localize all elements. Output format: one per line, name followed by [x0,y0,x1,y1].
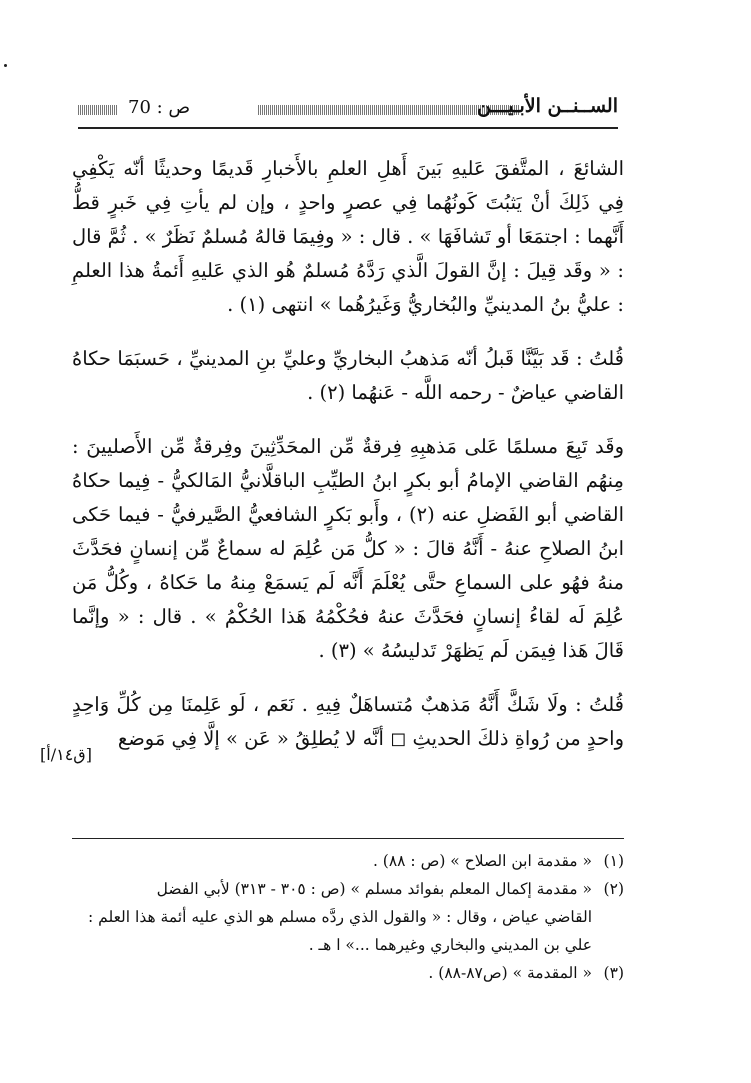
footnote-line: « مقدمة إكمال المعلم بفوائد مسلم » (ص : ٣٠٥ - ٣١٣) لأبي الفضل [156,880,592,898]
header-ornament-left [78,105,118,115]
paragraph: وقَد تَبِعَ مسلمًا عَلى مَذهبِهِ فِرقةٌ مِّن المحَدِّثِينَ وفِرقةٌ مِّن الأَصليينَ : مِنهُم القاضي الإمامُ أبو بكرٍ ابنُ الطيِّبِ الباقلَّانيُّ المَالكيُّ - فِيما حكاهُ القاضي أبو الفَضلِ عنه (٢) ، وأَبو بَكرٍ الشافعيُّ الصَّيرفيُّ - فيما حَكى ابنُ الصلاحِ عنهُ - أَنَّهُ قالَ : « كلُّ مَن عُلِمَ له سماعٌ مِّن إنسانٍ فحَدَّثَ منهُ فهُو على السماعِ حتَّى يُعْلَمَ أَنَّه لَم يَسمَعْ مِنهُ ما حَكاهُ ، وكُلُّ مَن عُلِمَ لَه لقاءُ إنسانٍ فحَدَّثَ عنهُ فحُكْمُهُ هَذا الحُكْمُ » . قال : « وإنَّما قَالَ هَذا فِيمَن لَم يَظهَرْ تَدليسُهُ » (٣) . [72,435,624,662]
page-number: ص : 70 [128,97,191,118]
footnote-number: (١) [603,852,624,870]
footnote [72,875,624,959]
footnote-line: القاضي عياض ، وقال : « والقول الذي ردَّه مسلم هو الذي عليه أئمة هذا العلم : [87,908,592,926]
footnote-number: (٣) [603,964,624,982]
footnote-line: « المقدمة » (ص٨٧-٨٨) . [428,964,592,982]
main-text [72,152,624,756]
paragraph: قُلتُ : قَد بَيَّنَّا قَبلُ أنّه مَذهبُ البخاريِّ وعليِّ بنِ المدينيِّ ، حَسبَمَا حكاهُ القاضي عياضٌ - رحمه اللَّه - عَنهُما (٢) . [72,347,624,404]
footnote-line: « مقدمة ابن الصلاح » (ص : ٨٨) . [372,852,592,870]
header-rule [78,127,618,129]
footnote [72,847,624,875]
footnote-number: (٢) [603,880,624,898]
paragraph: الشائعَ ، المتَّفقَ عَليهِ بَينَ أَهلِ العلمِ بالأَخبارِ قَديمًا وحديثًا أنّه يَكْفِي فِي ذَلِكَ أنْ يَثبُتَ كَونُهُما فِي عصرٍ واحدٍ ، وإن لم يأتِ فِي خَبرٍ قطُّ أَنَّهما : اجتمَعَا أو تَشافَهَا » . قال : « وفِيمَا قالهُ مُسلمٌ نَظَرٌ » . ثُمَّ قال : « وقَد قِيلَ : إنَّ القولَ الَّذي رَدَّهُ مُسلمٌ هُو الذي عَليهِ أَئمةُ هذا العلمِ : عليُّ بنُ المدينيِّ والبُخاريُّ وَغَيرُهُما » انتهى (١) . [72,157,624,316]
scan-speck [4,64,7,67]
page-header [78,95,618,135]
running-title: الســنــن الأبـيـــن [477,95,618,117]
footnote-line: علي بن المديني والبخاري وغيرهما ...» ا هـ . [308,936,592,954]
footnote-text [72,875,592,959]
footnote-text [72,847,592,875]
footnote [72,959,624,987]
manuscript-folio-ref: [ق١٤/أ] [40,745,92,764]
footnote-text [72,959,592,987]
footnotes [72,838,624,987]
paragraph: قُلتُ : ولَا شَكَّ أَنَّهُ مَذهبٌ مُتساهَلٌ فِيهِ . نَعَم ، لَو عَلِمنَا مِن كُلِّ وَاحِدٍ واحدٍ من رُواةِ ذلكَ الحديثِ ◻ أنَّه لا يُطلِقُ « عَن » إلَّا فِي مَوضع [72,693,624,750]
